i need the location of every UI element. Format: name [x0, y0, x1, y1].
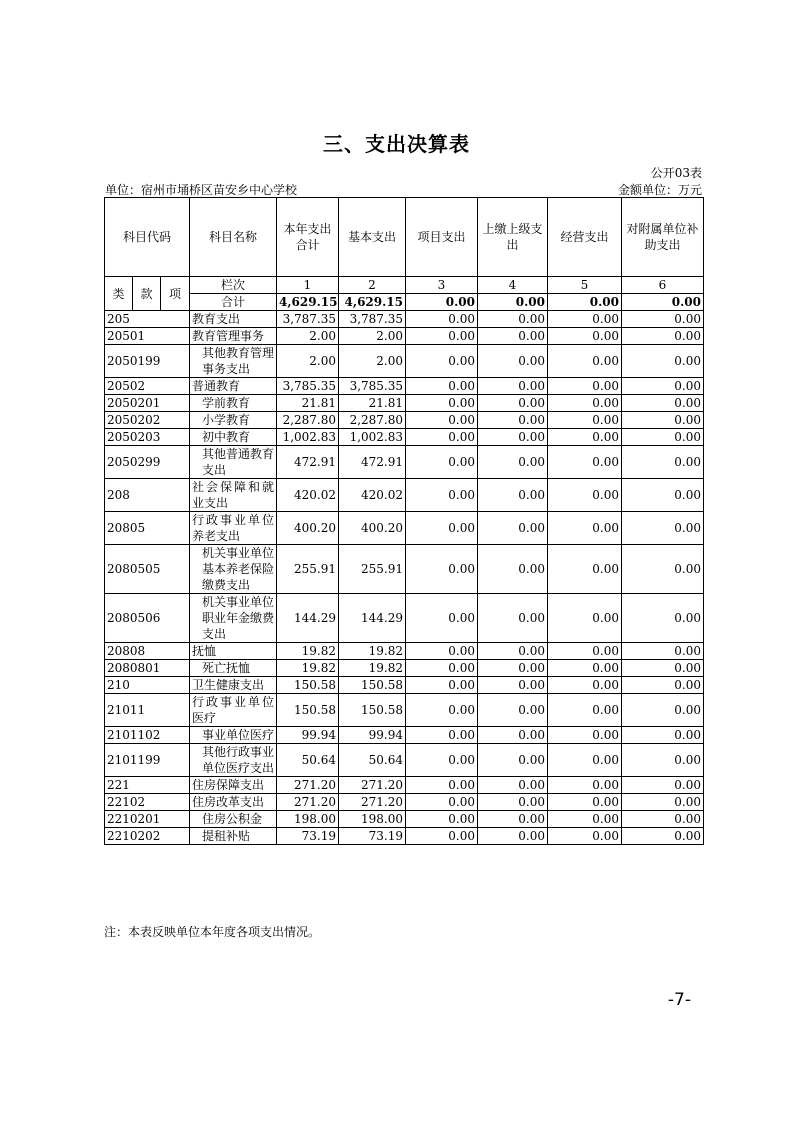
amount-cell: 21.81 [277, 395, 339, 412]
table-row [105, 311, 704, 328]
amount-cell: 0.00 [548, 744, 622, 777]
amount-cell: 19.82 [277, 660, 339, 677]
subject-code: 2210202 [105, 828, 190, 845]
column-number: 2 [339, 277, 406, 294]
amount-cell: 0.00 [622, 811, 704, 828]
subject-name: 学前教育 [190, 395, 277, 412]
amount-cell: 400.20 [277, 512, 339, 545]
unit-name: 单位：宿州市埇桥区苗安乡中心学校 [105, 183, 298, 197]
subject-code: 210 [105, 677, 190, 694]
subject-name: 抚恤 [190, 643, 277, 660]
amount-cell: 144.29 [277, 594, 339, 643]
amount-cell: 0.00 [406, 811, 478, 828]
amount-cell: 0.00 [622, 328, 704, 345]
amount-cell: 0.00 [548, 660, 622, 677]
column-number: 4 [478, 277, 548, 294]
subject-name: 行政事业单位医疗 [190, 694, 277, 727]
amount-cell: 0.00 [622, 694, 704, 727]
column-index-label: 栏次 [190, 277, 277, 294]
table-note: 注：本表反映单位本年度各项支出情况。 [104, 925, 321, 939]
amount-cell: 0.00 [548, 328, 622, 345]
amount-cell: 0.00 [406, 479, 478, 512]
amount-cell: 3,785.35 [277, 378, 339, 395]
amount-cell: 0.00 [622, 828, 704, 845]
amount-cell: 198.00 [277, 811, 339, 828]
amount-cell: 0.00 [478, 660, 548, 677]
amount-cell: 0.00 [548, 512, 622, 545]
amount-cell: 0.00 [548, 311, 622, 328]
total-value: 4,629.15 [277, 294, 339, 311]
amount-cell: 271.20 [277, 794, 339, 811]
amount-cell: 0.00 [548, 446, 622, 479]
amount-cell: 150.58 [339, 694, 406, 727]
header-operating: 经营支出 [548, 198, 622, 277]
amount-cell: 19.82 [277, 643, 339, 660]
header-kuan: 款 [133, 277, 161, 311]
subject-code: 2101199 [105, 744, 190, 777]
amount-cell: 0.00 [548, 777, 622, 794]
table-row [105, 744, 704, 777]
amount-cell: 0.00 [406, 660, 478, 677]
amount-cell: 0.00 [406, 429, 478, 446]
subject-name: 其他行政事业单位医疗支出 [190, 744, 277, 777]
amount-cell: 0.00 [548, 345, 622, 378]
header-code: 科目代码 [105, 198, 190, 277]
subject-name: 住房改革支出 [190, 794, 277, 811]
amount-cell: 0.00 [622, 545, 704, 594]
table-row [105, 512, 704, 545]
amount-cell: 19.82 [339, 660, 406, 677]
money-unit: 金额单位：万元 [617, 183, 702, 197]
total-value: 4,629.15 [339, 294, 406, 311]
table-row [105, 694, 704, 727]
subject-code: 208 [105, 479, 190, 512]
amount-cell: 0.00 [548, 395, 622, 412]
amount-cell: 99.94 [277, 727, 339, 744]
amount-cell: 0.00 [478, 479, 548, 512]
amount-cell: 0.00 [622, 345, 704, 378]
amount-cell: 0.00 [478, 446, 548, 479]
subject-code: 21011 [105, 694, 190, 727]
table-row [105, 777, 704, 794]
amount-cell: 0.00 [406, 794, 478, 811]
table-row [105, 412, 704, 429]
amount-cell: 0.00 [622, 412, 704, 429]
subject-name: 社会保障和就业支出 [190, 479, 277, 512]
amount-cell: 0.00 [478, 378, 548, 395]
amount-cell: 0.00 [548, 794, 622, 811]
subject-code: 2050203 [105, 429, 190, 446]
amount-cell: 73.19 [277, 828, 339, 845]
amount-cell: 0.00 [478, 311, 548, 328]
amount-cell: 0.00 [406, 395, 478, 412]
amount-cell: 0.00 [478, 429, 548, 446]
column-number: 3 [406, 277, 478, 294]
subject-code: 20805 [105, 512, 190, 545]
subject-name: 死亡抚恤 [190, 660, 277, 677]
amount-cell: 0.00 [622, 744, 704, 777]
amount-cell: 21.81 [339, 395, 406, 412]
subject-code: 2101102 [105, 727, 190, 744]
amount-cell: 0.00 [622, 594, 704, 643]
amount-cell: 0.00 [406, 328, 478, 345]
header-upper: 上缴上级支出 [478, 198, 548, 277]
amount-cell: 0.00 [478, 643, 548, 660]
header-total: 本年支出合计 [277, 198, 339, 277]
subject-name: 教育管理事务 [190, 328, 277, 345]
amount-cell: 0.00 [406, 643, 478, 660]
subject-code: 221 [105, 777, 190, 794]
page-number: -7- [667, 990, 691, 1010]
table-row [105, 446, 704, 479]
subject-code: 20502 [105, 378, 190, 395]
amount-cell: 0.00 [478, 594, 548, 643]
amount-cell: 0.00 [406, 727, 478, 744]
subject-code: 2050202 [105, 412, 190, 429]
table-row [105, 811, 704, 828]
amount-cell: 0.00 [622, 378, 704, 395]
amount-cell: 198.00 [339, 811, 406, 828]
subject-code: 2050199 [105, 345, 190, 378]
amount-cell: 0.00 [548, 811, 622, 828]
subject-name: 机关事业单位职业年金缴费支出 [190, 594, 277, 643]
header-row [105, 198, 704, 277]
amount-cell: 2,287.80 [339, 412, 406, 429]
header-subsidy: 对附属单位补助支出 [622, 198, 704, 277]
amount-cell: 0.00 [548, 412, 622, 429]
total-value: 0.00 [478, 294, 548, 311]
amount-cell: 0.00 [478, 777, 548, 794]
amount-cell: 255.91 [339, 545, 406, 594]
amount-cell: 19.82 [339, 643, 406, 660]
amount-cell: 0.00 [406, 345, 478, 378]
amount-cell: 0.00 [406, 828, 478, 845]
amount-cell: 0.00 [406, 744, 478, 777]
amount-cell: 3,787.35 [277, 311, 339, 328]
amount-cell: 472.91 [277, 446, 339, 479]
table-row [105, 395, 704, 412]
amount-cell: 0.00 [548, 828, 622, 845]
header-name: 科目名称 [190, 198, 277, 277]
subject-code: 2050299 [105, 446, 190, 479]
amount-cell: 0.00 [478, 744, 548, 777]
table-row [105, 545, 704, 594]
amount-cell: 0.00 [478, 395, 548, 412]
amount-cell: 0.00 [548, 378, 622, 395]
subject-code: 22102 [105, 794, 190, 811]
amount-cell: 73.19 [339, 828, 406, 845]
amount-cell: 0.00 [622, 677, 704, 694]
amount-cell: 0.00 [406, 594, 478, 643]
table-row [105, 429, 704, 446]
page-title: 三、支出决算表 [323, 132, 470, 156]
subject-code: 2050201 [105, 395, 190, 412]
table-row [105, 479, 704, 512]
expenditure-table [104, 197, 704, 845]
column-index-row [105, 277, 704, 294]
subject-code: 205 [105, 311, 190, 328]
amount-cell: 0.00 [406, 446, 478, 479]
amount-cell: 0.00 [478, 677, 548, 694]
amount-cell: 0.00 [548, 594, 622, 643]
amount-cell: 0.00 [548, 694, 622, 727]
amount-cell: 0.00 [478, 811, 548, 828]
amount-cell: 0.00 [406, 694, 478, 727]
amount-cell: 0.00 [622, 727, 704, 744]
amount-cell: 3,785.35 [339, 378, 406, 395]
amount-cell: 420.02 [339, 479, 406, 512]
subject-name: 初中教育 [190, 429, 277, 446]
form-number: 公开03表 [650, 166, 702, 180]
subject-name: 事业单位医疗 [190, 727, 277, 744]
amount-cell: 0.00 [478, 694, 548, 727]
amount-cell: 144.29 [339, 594, 406, 643]
subject-name: 其他教育管理事务支出 [190, 345, 277, 378]
subject-code: 20501 [105, 328, 190, 345]
amount-cell: 420.02 [277, 479, 339, 512]
amount-cell: 0.00 [548, 677, 622, 694]
amount-cell: 255.91 [277, 545, 339, 594]
amount-cell: 400.20 [339, 512, 406, 545]
amount-cell: 0.00 [406, 545, 478, 594]
amount-cell: 0.00 [478, 545, 548, 594]
column-number: 6 [622, 277, 704, 294]
amount-cell: 0.00 [622, 660, 704, 677]
amount-cell: 0.00 [548, 545, 622, 594]
amount-cell: 0.00 [548, 479, 622, 512]
amount-cell: 0.00 [406, 412, 478, 429]
table-row [105, 677, 704, 694]
amount-cell: 0.00 [622, 643, 704, 660]
amount-cell: 1,002.83 [339, 429, 406, 446]
amount-cell: 2,287.80 [277, 412, 339, 429]
amount-cell: 0.00 [478, 345, 548, 378]
amount-cell: 3,787.35 [339, 311, 406, 328]
amount-cell: 0.00 [548, 727, 622, 744]
amount-cell: 271.20 [339, 794, 406, 811]
amount-cell: 2.00 [277, 345, 339, 378]
amount-cell: 0.00 [548, 429, 622, 446]
amount-cell: 150.58 [339, 677, 406, 694]
amount-cell: 0.00 [406, 378, 478, 395]
amount-cell: 0.00 [406, 777, 478, 794]
table-row [105, 345, 704, 378]
subject-code: 20808 [105, 643, 190, 660]
header-basic: 基本支出 [339, 198, 406, 277]
amount-cell: 0.00 [622, 429, 704, 446]
subject-name: 机关事业单位基本养老保险缴费支出 [190, 545, 277, 594]
header-xiang: 项 [161, 277, 190, 311]
table-row [105, 727, 704, 744]
amount-cell: 0.00 [478, 828, 548, 845]
amount-cell: 0.00 [622, 794, 704, 811]
subject-name: 小学教育 [190, 412, 277, 429]
amount-cell: 0.00 [622, 512, 704, 545]
amount-cell: 0.00 [622, 479, 704, 512]
amount-cell: 1,002.83 [277, 429, 339, 446]
subject-name: 行政事业单位养老支出 [190, 512, 277, 545]
amount-cell: 0.00 [478, 328, 548, 345]
subject-code: 2080506 [105, 594, 190, 643]
subject-name: 卫生健康支出 [190, 677, 277, 694]
total-value: 0.00 [548, 294, 622, 311]
amount-cell: 2.00 [339, 345, 406, 378]
column-number: 5 [548, 277, 622, 294]
table-row [105, 378, 704, 395]
amount-cell: 0.00 [622, 395, 704, 412]
subject-name: 其他普通教育支出 [190, 446, 277, 479]
amount-cell: 150.58 [277, 677, 339, 694]
table-row [105, 643, 704, 660]
subject-code: 2080505 [105, 545, 190, 594]
amount-cell: 0.00 [622, 777, 704, 794]
table-row [105, 328, 704, 345]
amount-cell: 0.00 [478, 512, 548, 545]
amount-cell: 2.00 [339, 328, 406, 345]
amount-cell: 271.20 [339, 777, 406, 794]
amount-cell: 0.00 [406, 677, 478, 694]
amount-cell: 0.00 [622, 446, 704, 479]
column-number: 1 [277, 277, 339, 294]
header-project: 项目支出 [406, 198, 478, 277]
amount-cell: 150.58 [277, 694, 339, 727]
table-row [105, 594, 704, 643]
subject-name: 教育支出 [190, 311, 277, 328]
amount-cell: 472.91 [339, 446, 406, 479]
subject-code: 2210201 [105, 811, 190, 828]
subject-name: 住房保障支出 [190, 777, 277, 794]
amount-cell: 99.94 [339, 727, 406, 744]
total-row [105, 294, 704, 311]
amount-cell: 0.00 [406, 311, 478, 328]
amount-cell: 0.00 [406, 512, 478, 545]
total-value: 0.00 [622, 294, 704, 311]
amount-cell: 50.64 [339, 744, 406, 777]
amount-cell: 2.00 [277, 328, 339, 345]
table-row [105, 794, 704, 811]
subject-name: 住房公积金 [190, 811, 277, 828]
subject-name: 普通教育 [190, 378, 277, 395]
subject-code: 2080801 [105, 660, 190, 677]
amount-cell: 0.00 [622, 311, 704, 328]
table-row [105, 660, 704, 677]
table-row [105, 828, 704, 845]
amount-cell: 0.00 [548, 643, 622, 660]
amount-cell: 0.00 [478, 727, 548, 744]
amount-cell: 50.64 [277, 744, 339, 777]
amount-cell: 0.00 [478, 412, 548, 429]
header-lei: 类 [105, 277, 133, 311]
total-label: 合计 [190, 294, 277, 311]
amount-cell: 271.20 [277, 777, 339, 794]
amount-cell: 0.00 [478, 794, 548, 811]
subject-name: 提租补贴 [190, 828, 277, 845]
total-value: 0.00 [406, 294, 478, 311]
